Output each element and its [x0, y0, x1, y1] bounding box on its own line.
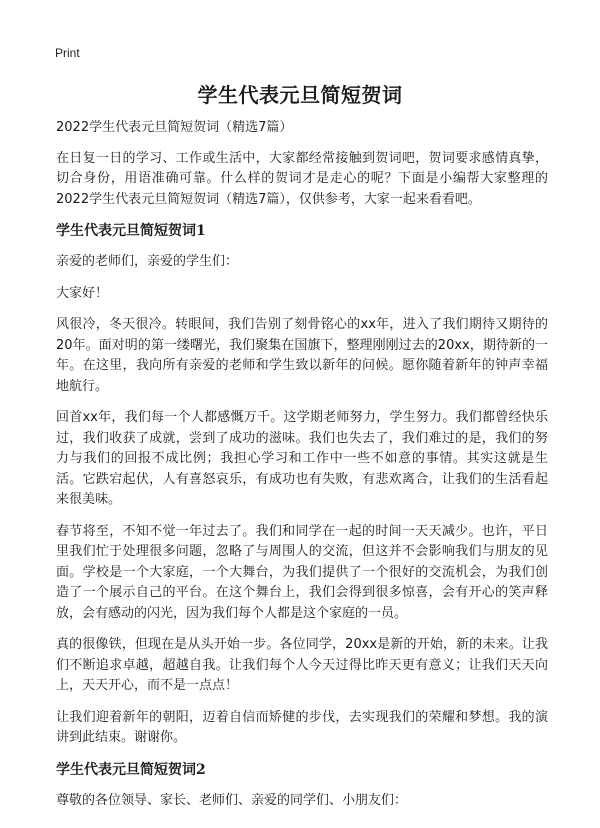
print-label: Print — [55, 46, 80, 60]
document-subtitle: 2022学生代表元旦简短贺词（精选7篇） — [56, 120, 293, 135]
section-heading-2: 学生代表元旦简短贺词2 — [56, 761, 206, 778]
section-heading-1: 学生代表元旦简短贺词1 — [56, 223, 206, 239]
paragraph: 春节将至，不知不觉一年过去了。我们和同学在一起的时间一天天减少。也许，平日里我们忙于处理很多问题，忽略了与周围人的交流，但这并不会影响我们与朋友的见面。学校是一个大家庭，一个大舞台，为我们提供了一个很好的交流机会，为我们创造了一个展示自己的平台。在这个舞台上，我们会得到很多惊喜，会有开心的笑声释放，会有感动的闪光，因为我们每个人都是这个家庭的一员。 — [56, 523, 548, 621]
intro-paragraph: 在日复一日的学习、工作或生活中，大家都经常接触到贺词吧，贺词要求感情真挚，切合身份，用语准确可靠。什么样的贺词才是走心的呢？下面是小编帮大家整理的2022学生代表元旦简短贺词（精选7篇），仅供参考，大家一起来看看吧。 — [56, 150, 548, 207]
paragraph: 尊敬的各位领导、家长、老师们、亲爱的同学们、小朋友们： — [56, 792, 408, 808]
page-title: 学生代表元旦简短贺词 — [197, 83, 403, 107]
paragraph: 大家好！ — [56, 285, 109, 301]
paragraph: 真的很像铁，但现在是从头开始一步。各位同学，20xx是新的开始，新的未来。让我们不断追求卓越，超越自我。让我们每个人今天过得比昨天更有意义；让我们天天向上，天天开心，而不是一点点！ — [56, 637, 548, 693]
paragraph: 让我们迎着新年的朝阳，迈着自信而矫健的步伐，去实现我们的荣耀和梦想。我的演讲到此结束。谢谢你。 — [56, 709, 548, 745]
paragraph: 回首xx年，我们每一个人都感慨万千。这学期老师努力，学生努力。我们都曾经快乐过，我们收获了成就，尝到了成功的滋味。我们也失去了，我们难过的是，我们的努力与我们的回报不成比例；我担心学习和工作中一些不如意的事情。其实这就是生活。它跌宕起伏，人有喜怒哀乐，有成功也有失败，有悲欢离合，让我们的生活看起来很美味。 — [56, 410, 548, 507]
paragraph: 亲爱的老师们，亲爱的学生们： — [56, 254, 239, 269]
paragraph: 风很冷，冬天很冷。转眼间，我们告别了刻骨铭心的xx年，进入了我们期待又期待的20年。面对明的第一缕曙光，我们聚集在国旗下，整理刚刚过去的20xx，期待新的一年。在这里，我向所有亲爱的老师和学生致以新年的问候。愿你随着新年的钟声幸福地航行。 — [56, 317, 548, 394]
document-body — [56, 118, 548, 822]
